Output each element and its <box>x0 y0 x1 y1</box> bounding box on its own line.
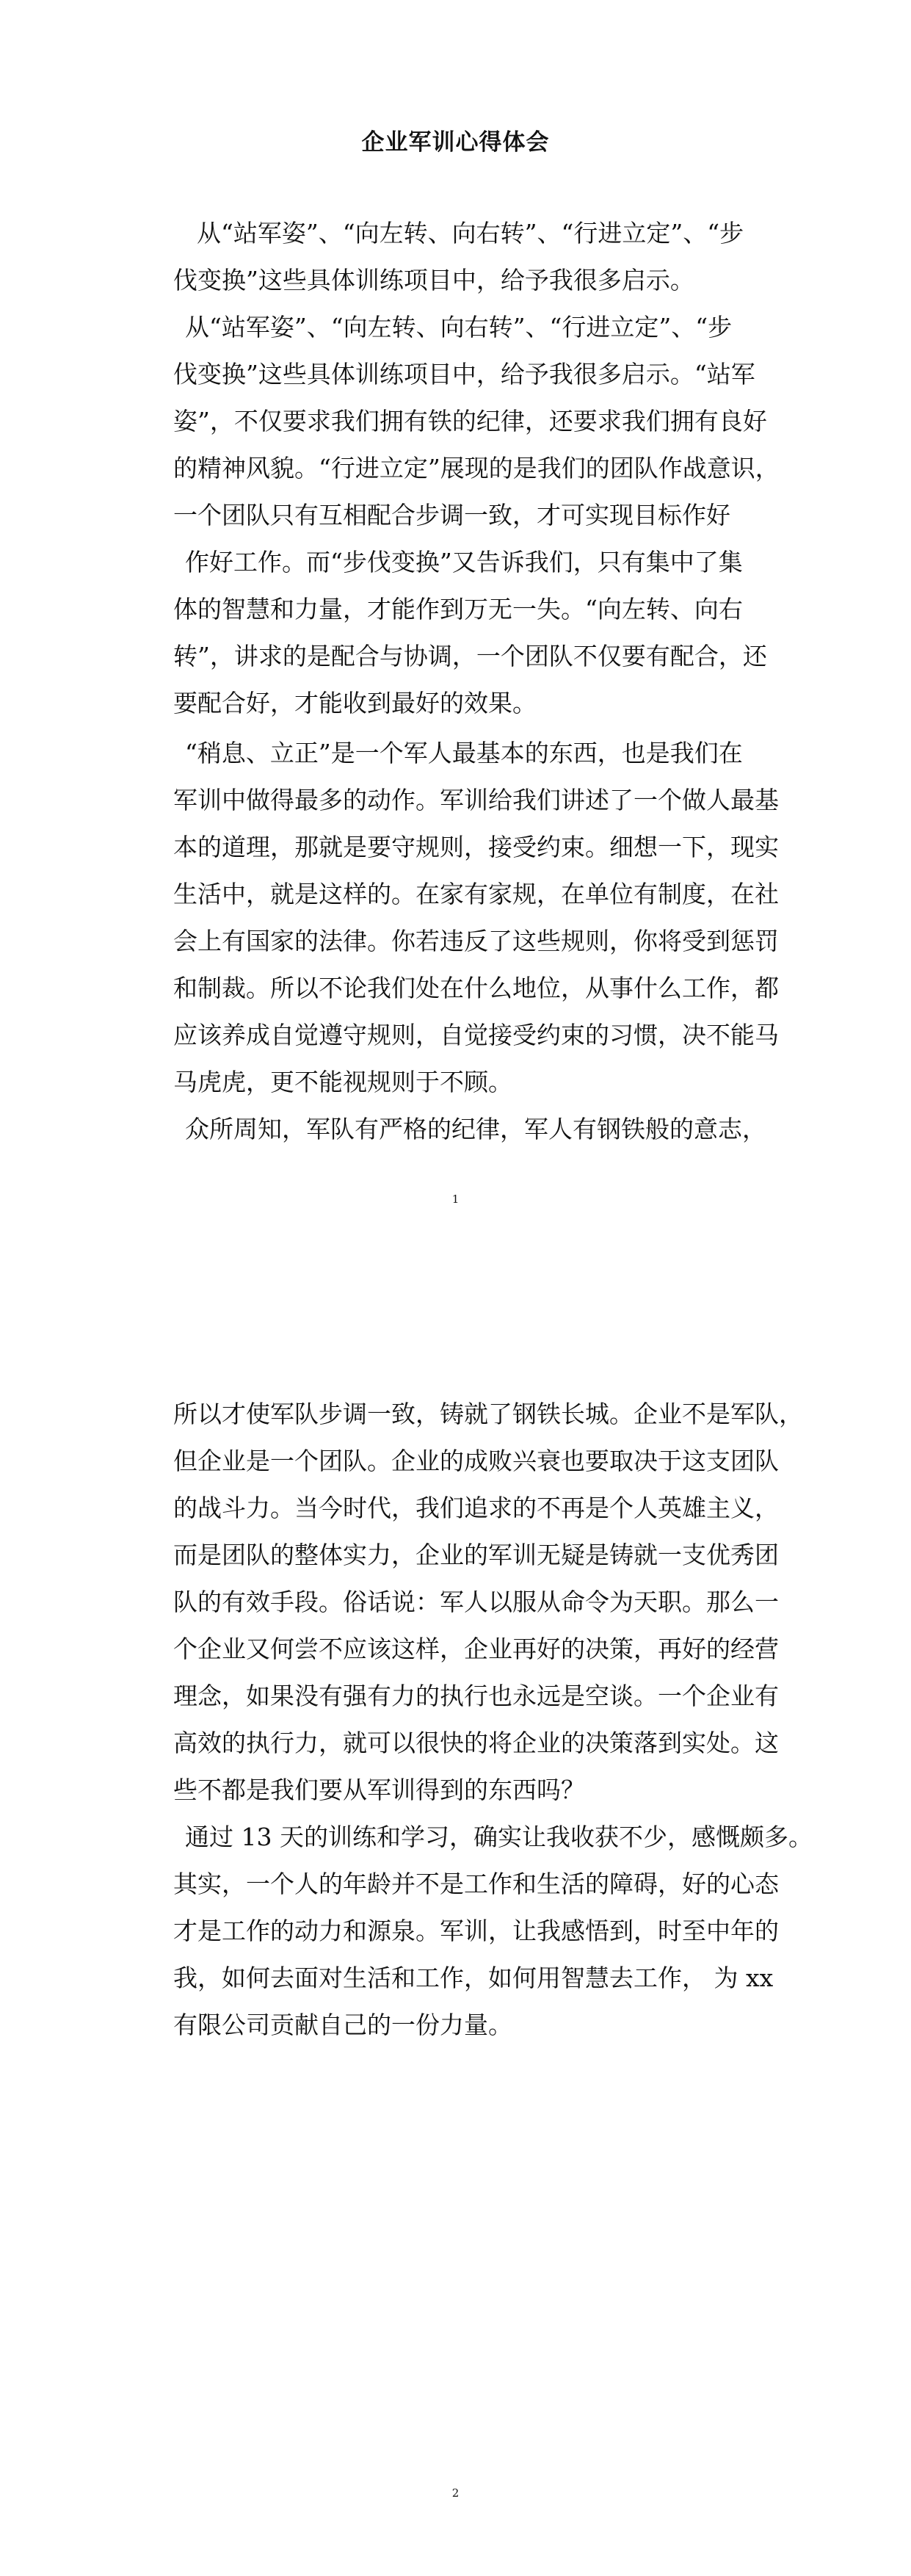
paragraph-line: 所以才使军队步调一致，铸就了钢铁长城。企业不是军队， <box>173 1400 803 1428</box>
paragraph-line: 作好工作。而“步伐变换”又告诉我们，只有集中了集 <box>185 548 743 576</box>
paragraph-line: 才是工作的动力和源泉。军训，让我感悟到，时至中年的 <box>173 1917 779 1945</box>
paragraph-line: 要配合好，才能收到最好的效果。 <box>173 689 537 717</box>
paragraph-line: 我，如何去面对生活和工作，如何用智慧去工作， 为 xx <box>173 1964 774 1992</box>
paragraph-line: 会上有国家的法律。你若违反了这些规则，你将受到惩罚 <box>173 927 779 955</box>
paragraph-line: 有限公司贡献自己的一份力量。 <box>173 2011 512 2039</box>
paragraph-line: 姿”，不仅要求我们拥有铁的纪律，还要求我们拥有良好 <box>173 407 767 435</box>
paragraph-line: 个企业又何尝不应该这样，企业再好的决策，再好的经营 <box>173 1635 779 1663</box>
paragraph-line: 些不都是我们要从军训得到的东西吗？ <box>173 1776 585 1804</box>
paragraph-line: 伐变换”这些具体训练项目中，给予我很多启示。 <box>173 266 694 294</box>
paragraph-line: 的战斗力。当今时代，我们追求的不再是个人英雄主义， <box>173 1494 779 1522</box>
paragraph-line: 伐变换”这些具体训练项目中，给予我很多启示。“站军 <box>173 360 755 388</box>
page-number: 1 <box>451 1193 460 1206</box>
paragraph-line: 和制裁。所以不论我们处在什么地位，从事什么工作，都 <box>173 974 779 1002</box>
paragraph-line: 转”，讲求的是配合与协调，一个团队不仅要有配合，还 <box>173 642 767 670</box>
paragraph-line: 但企业是一个团队。企业的成败兴衰也要取决于这支团队 <box>173 1447 779 1475</box>
paragraph-line: 其实，一个人的年龄并不是工作和生活的障碍，好的心态 <box>173 1870 779 1898</box>
paragraph-line: 本的道理，那就是要守规则，接受约束。细想一下，现实 <box>173 833 779 861</box>
paragraph-line: 应该养成自觉遵守规则，自觉接受约束的习惯，决不能马 <box>173 1021 779 1049</box>
paragraph-line: “稍息、立正”是一个军人最基本的东西，也是我们在 <box>185 739 743 767</box>
paragraph-line: 一个团队只有互相配合步调一致，才可实现目标作好 <box>173 501 730 529</box>
paragraph-line: 的精神风貌。“行进立定”展现的是我们的团队作战意识， <box>173 454 780 482</box>
document-title: 企业军训心得体会 <box>361 129 550 156</box>
paragraph-line: 高效的执行力，就可以很快的将企业的决策落到实处。这 <box>173 1729 779 1757</box>
paragraph-line: 体的智慧和力量，才能作到万无一失。“向左转、向右 <box>173 595 743 623</box>
paragraph-line: 从“站军姿”、“向左转、向右转”、“行进立定”、“步 <box>197 219 744 247</box>
paragraph-line: 队的有效手段。俗话说：军人以服从命令为天职。那么一 <box>173 1588 779 1616</box>
paragraph-line: 军训中做得最多的动作。军训给我们讲述了一个做人最基 <box>173 786 779 814</box>
document-page-2 <box>0 1288 911 2576</box>
paragraph-line: 而是团队的整体实力，企业的军训无疑是铸就一支优秀团 <box>173 1541 779 1569</box>
paragraph-line: 从“站军姿”、“向左转、向右转”、“行进立定”、“步 <box>185 313 733 341</box>
paragraph-line: 通过 13 天的训练和学习，确实让我收获不少，感慨颇多。 <box>185 1823 813 1851</box>
paragraph-line: 众所周知，军队有严格的纪律，军人有钢铁般的意志， <box>185 1115 766 1143</box>
paragraph-line: 马虎虎，更不能视规则于不顾。 <box>173 1068 512 1096</box>
paragraph-line: 理念，如果没有强有力的执行也永远是空谈。一个企业有 <box>173 1682 779 1710</box>
paragraph-line: 生活中，就是这样的。在家有家规，在单位有制度，在社 <box>173 880 779 908</box>
page-number: 2 <box>451 2486 460 2500</box>
